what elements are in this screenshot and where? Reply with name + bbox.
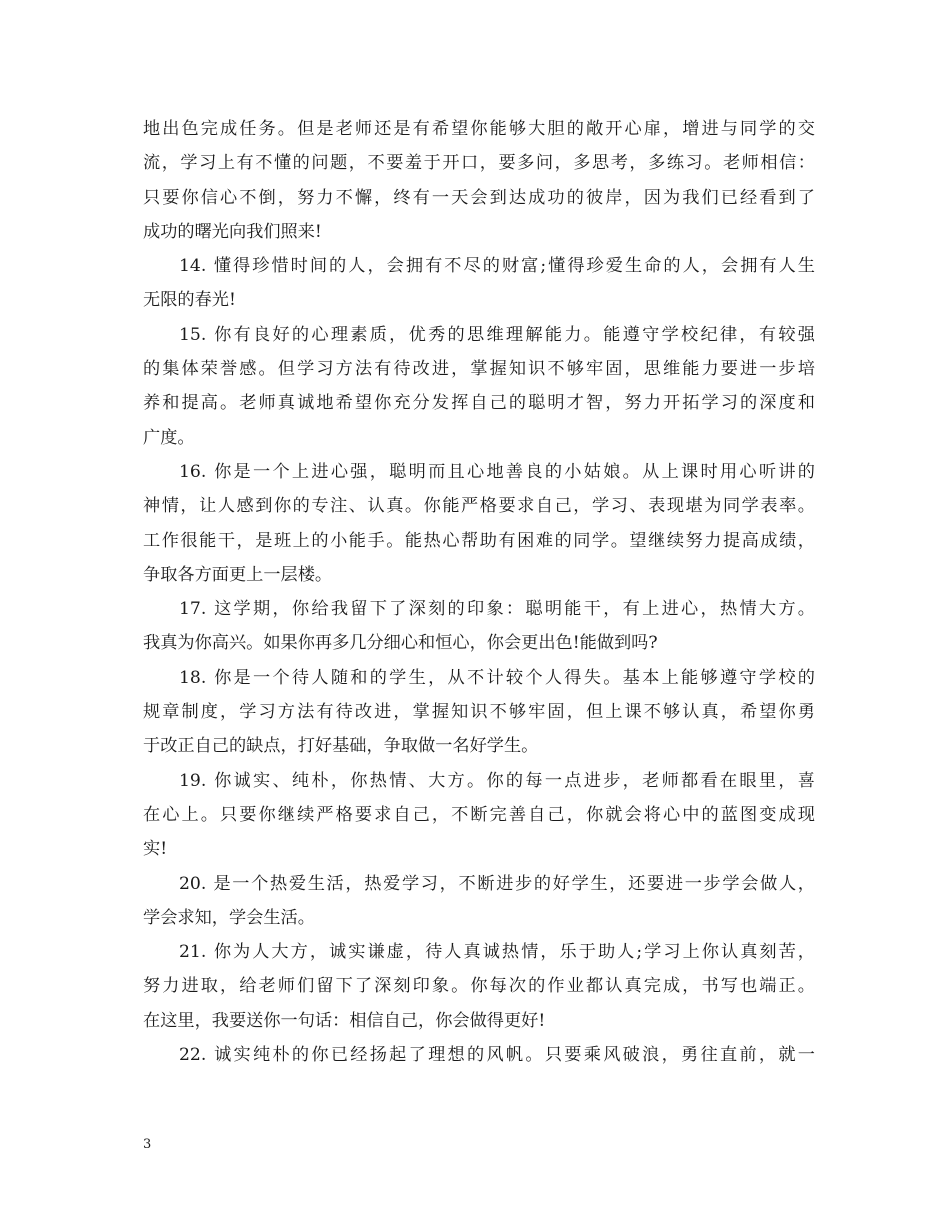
- text-line: 流，学习上有不懂的问题，不要羞于开口，要多问，多思考，多练习。老师相信：: [143, 153, 815, 174]
- text-line: 22. 诚实纯朴的你已经扬起了理想的风帆。只要乘风破浪，勇往直前，就一: [179, 1045, 815, 1066]
- text-line: 19. 你诚实、纯朴，你热情、大方。你的每一点进步，老师都看在眼里，喜: [179, 770, 815, 791]
- document-body: [143, 112, 815, 1072]
- page-number: 3: [143, 1137, 152, 1152]
- text-line: 在心上。只要你继续严格要求自己，不断完善自己，你就会将心中的蓝图变成现: [143, 804, 815, 825]
- text-line: 我真为你高兴。如果你再多几分细心和恒心，你会更出色!能做到吗?: [143, 633, 658, 654]
- text-line: 努力进取，给老师们留下了深刻印象。你每次的作业都认真完成，书写也端正。: [143, 976, 815, 997]
- text-line: 的集体荣誉感。但学习方法有待改进，掌握知识不够牢固，思维能力要进一步培: [143, 359, 815, 380]
- text-line: 广度。: [143, 427, 195, 448]
- text-line: 地出色完成任务。但是老师还是有希望你能够大胆的敞开心扉，增进与同学的交: [143, 119, 815, 139]
- text-line: 21. 你为人大方，诚实谦虚，待人真诚热情，乐于助人;学习上你认真刻苦，: [179, 942, 815, 963]
- text-line: 20. 是一个热爱生活，热爱学习，不断进步的好学生，还要进一步学会做人，: [179, 873, 815, 894]
- text-line: 成功的曙光向我们照来!: [143, 221, 322, 242]
- text-line: 15. 你有良好的心理素质，优秀的思维理解能力。能遵守学校纪律，有较强: [179, 324, 815, 345]
- text-line: 工作很能干，是班上的小能手。能热心帮助有困难的同学。望继续努力提高成绩，: [143, 530, 815, 551]
- text-line: 神情，让人感到你的专注、认真。你能严格要求自己，学习、表现堪为同学表率。: [143, 496, 815, 517]
- text-line: 14. 懂得珍惜时间的人，会拥有不尽的财富;懂得珍爱生命的人，会拥有人生: [179, 256, 815, 277]
- text-line: 争取各方面更上一层楼。: [143, 564, 333, 585]
- text-line: 在这里，我要送你一句话：相信自己，你会做得更好!: [143, 1010, 546, 1031]
- text-line: 只要你信心不倒，努力不懈，终有一天会到达成功的彼岸，因为我们已经看到了: [143, 187, 815, 208]
- text-line: 18. 你是一个待人随和的学生，从不计较个人得失。基本上能够遵守学校的: [179, 667, 815, 688]
- text-line: 无限的春光!: [143, 290, 236, 311]
- text-line: 17. 这学期，你给我留下了深刻的印象：聪明能干，有上进心，热情大方。: [179, 599, 815, 620]
- text-line: 养和提高。老师真诚地希望你充分发挥自己的聪明才智，努力开拓学习的深度和: [143, 393, 815, 414]
- text-line: 实!: [143, 839, 168, 860]
- text-line: 16. 你是一个上进心强，聪明而且心地善良的小姑娘。从上课时用心听讲的: [179, 461, 815, 482]
- text-line: 学会求知，学会生活。: [143, 907, 315, 928]
- text-line: 于改正自己的缺点，打好基础，争取做一名好学生。: [143, 736, 539, 757]
- text-line: 规章制度，学习方法有待改进，掌握知识不够牢固，但上课不够认真，希望你勇: [143, 702, 815, 723]
